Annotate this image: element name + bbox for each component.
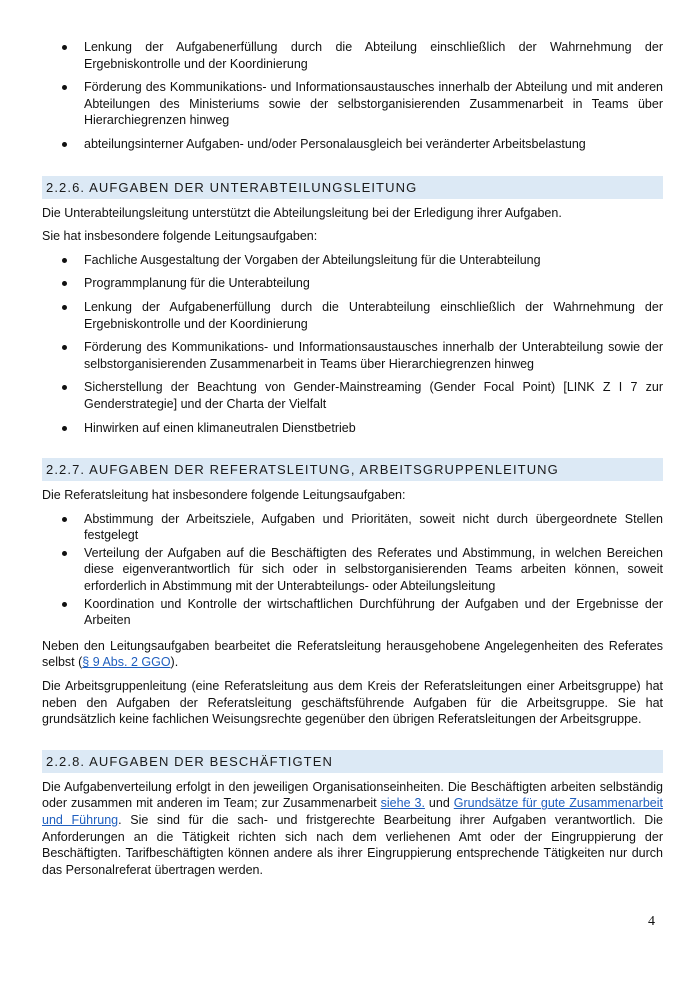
see-section-3-link[interactable]: siehe 3. bbox=[380, 796, 425, 811]
section-2-2-7 bbox=[42, 458, 663, 728]
bullet-list bbox=[42, 252, 663, 436]
paragraph: Die Arbeitsgruppenleitung (eine Referatsleitung aus dem Kreis der Referatsleitungen einer Arbeitsgruppe) hat neben den Aufgaben der Referatsleitung geschäftsführende Aufgaben für die Arbeitsgruppe. Sie hat grundsätzlich keine fachlichen Weisungsrechte gegenüber den übrigen Referatsleitungen der Arbeitsgruppe. bbox=[42, 679, 663, 727]
section-2-2-6 bbox=[42, 176, 663, 437]
text-segment: ). bbox=[170, 655, 179, 670]
list-item: abteilungsinterner Aufgaben- und/oder Personalausgleich bei veränderter Arbeitsbelastung bbox=[42, 136, 663, 153]
principles-link[interactable]: Grundsätze für gute Zusammenarbeit und Führung bbox=[42, 796, 663, 827]
ggo-link[interactable]: § 9 Abs. 2 GGO bbox=[82, 655, 171, 670]
page-content bbox=[42, 39, 663, 885]
section-heading: 2.2.6. AUFGABEN DER UNTERABTEILUNGSLEITUNG bbox=[42, 176, 663, 199]
text-segment: Die Aufgabenverteilung erfolgt in den jeweiligen Organisationseinheiten. Die Beschäftigten arbeiten selbständig oder zusammen mit anderen im Team; zur Zusammenarbeit bbox=[42, 779, 663, 811]
list-item: Verteilung der Aufgaben auf die Beschäftigten des Referates und Abstimmung, in welchen Bereichen diese eigenverantwortlich für sich oder in selbstorganisierenden Teams arbeiten können, soweit erforderlich in Abstimmung mit der Unterabteilungs- oder Abteilungsleitung bbox=[42, 545, 663, 595]
list-item: Förderung des Kommunikations- und Informationsaustausches innerhalb der Unterabteilung sowie der selbstorganisierenden Zusammenarbeit in Teams über Hierarchiegrenzen hinweg bbox=[42, 339, 663, 372]
intro-bullet-list bbox=[42, 39, 663, 153]
text-segment: . Sie sind für die sach- und fristgerechte Bearbeitung ihrer Aufgaben verantwortlich. Die Anforderungen an die Tätigkeit richten sich nach dem verliehenen Amt oder der Eingruppierung der Beschäftigten. Tarifbeschäftigten können andere als ihrer Eingruppierung entsprechende Tätigkeiten nur durch das Personalreferat übertragen werden. bbox=[42, 813, 663, 877]
list-item: Fachliche Ausgestaltung der Vorgaben der Abteilungsleitung für die Unterabteilung bbox=[42, 252, 663, 269]
list-item: Hinwirken auf einen klimaneutralen Dienstbetrieb bbox=[42, 420, 663, 437]
list-item: Lenkung der Aufgabenerfüllung durch die Abteilung einschließlich der Wahrnehmung der Ergebniskontrolle und der Koordinierung bbox=[42, 39, 663, 72]
text-segment: und bbox=[424, 796, 454, 811]
list-item: Abstimmung der Arbeitsziele, Aufgaben und Prioritäten, soweit nicht durch übergeordnete Stellen festgelegt bbox=[42, 511, 663, 544]
list-item: Förderung des Kommunikations- und Informationsaustausches innerhalb der Abteilung und mit anderen Abteilungen des Ministeriums sowie der selbstorganisierenden Zusammenarbeit in Teams über Hierarchiegrenzen hinweg bbox=[42, 79, 663, 129]
list-item: Lenkung der Aufgabenerfüllung durch die Unterabteilung einschließlich der Wahrnehmung der Ergebniskontrolle und der Koordinierung bbox=[42, 299, 663, 332]
section-2-2-8 bbox=[42, 750, 663, 879]
list-item: Sicherstellung der Beachtung von Gender-Mainstreaming (Gender Focal Point) [LINK Z I 7 zur Genderstrategie] und der Charta der Vielfalt bbox=[42, 379, 663, 412]
paragraph bbox=[42, 638, 663, 671]
page-number: 4 bbox=[648, 914, 655, 929]
text-segment: Neben den Leitungsaufgaben bearbeitet die Referatsleitung herausgehobene Angelegenheiten des Referates selbst ( bbox=[42, 638, 663, 670]
paragraph: Die Unterabteilungsleitung unterstützt die Abteilungsleitung bei der Erledigung ihrer Aufgaben. bbox=[42, 205, 562, 220]
bullet-list bbox=[42, 511, 663, 629]
section-heading: 2.2.8. AUFGABEN DER BESCHÄFTIGTEN bbox=[42, 750, 663, 773]
paragraph: Die Referatsleitung hat insbesondere folgende Leitungsaufgaben: bbox=[42, 488, 406, 503]
paragraph bbox=[42, 779, 663, 879]
list-item: Koordination und Kontrolle der wirtschaftlichen Durchführung der Aufgaben und der Ergebnisse der Arbeiten bbox=[42, 596, 663, 629]
paragraph: Sie hat insbesondere folgende Leitungsaufgaben: bbox=[42, 229, 318, 244]
list-item: Programmplanung für die Unterabteilung bbox=[42, 275, 663, 292]
section-heading: 2.2.7. AUFGABEN DER REFERATSLEITUNG, ARBEITSGRUPPENLEITUNG bbox=[42, 458, 663, 481]
